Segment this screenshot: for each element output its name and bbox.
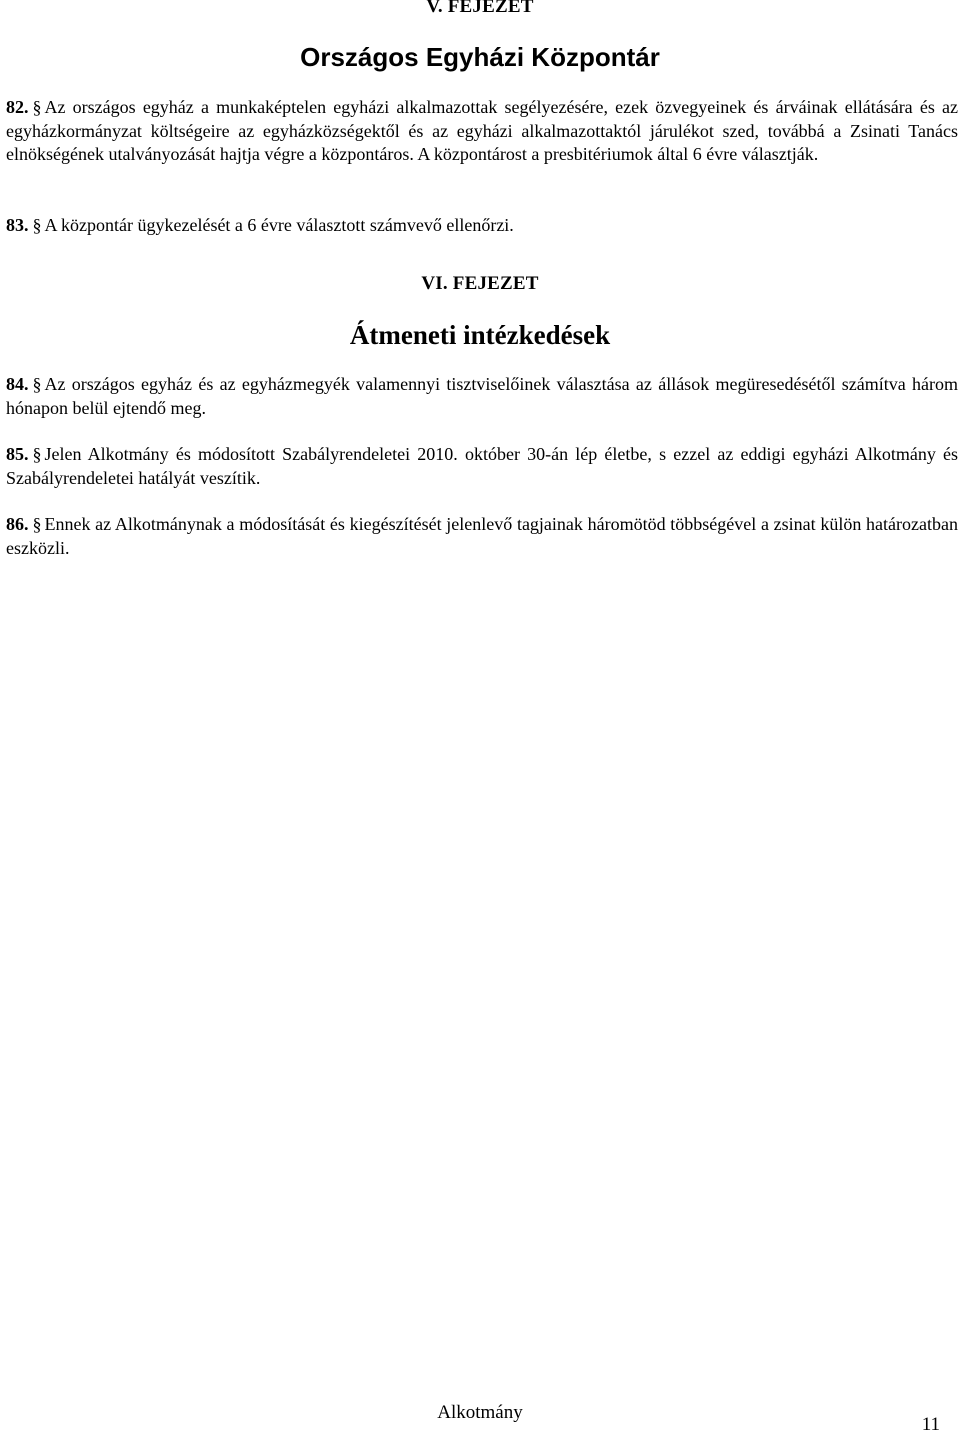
- section-text: Jelen Alkotmány és módosított Szabályrendeletei 2010. október 30-án lép életbe, s ezzel az eddigi egyházi Alkotmány és Szabályrendeletei hatályát veszítik.: [6, 444, 958, 488]
- section-number: 82.: [6, 97, 29, 117]
- chapter-5-title: Országos Egyházi Központár: [300, 42, 660, 72]
- section-text: Ennek az Alkotmánynak a módosítását és kiegészítését jelenlevő tagjainak háromötöd többségével a zsinat külön határozatban eszközli.: [6, 514, 958, 558]
- section-number: 86.: [6, 514, 29, 534]
- section-84: [6, 373, 958, 420]
- section-number: 85.: [6, 444, 29, 464]
- page-number: 11: [921, 1414, 940, 1435]
- section-82: [6, 96, 958, 167]
- section-symbol: §: [32, 374, 42, 394]
- section-text: Az országos egyház és az egyházmegyék valamennyi tisztviselőinek választása az állások megüresedésétől számítva három hónapon belül ejtendő meg.: [6, 374, 958, 418]
- section-number: 84.: [6, 374, 29, 394]
- section-text: Az országos egyház a munkaképtelen egyházi alkalmazottak segélyezésére, ezek özvegyeinek és árváinak ellátására és az egyházkormányzat költségeire az egyházközségektől és az egyházi alkalmazottaktól járulékot szed, továbbá a Zsinati Tanács elnökségének utalványozását hajtja végre a központáros. A központárost a presbitériumok által 6 évre választják.: [6, 97, 958, 164]
- section-symbol: §: [32, 444, 42, 464]
- section-83: [6, 214, 958, 238]
- section-number: 83.: [6, 215, 29, 235]
- section-symbol: §: [32, 215, 42, 235]
- section-symbol: §: [32, 97, 42, 117]
- chapter-6-label: VI. FEJEZET: [421, 273, 539, 294]
- section-text: A központár ügykezelését a 6 évre választott számvevő ellenőrzi.: [44, 215, 514, 235]
- section-symbol: §: [32, 514, 42, 534]
- chapter-5-label: V. FEJEZET: [426, 0, 534, 17]
- section-85: [6, 443, 958, 490]
- chapter-6-title: Átmeneti intézkedések: [349, 320, 611, 350]
- footer-title: Alkotmány: [437, 1402, 523, 1423]
- section-86: [6, 513, 958, 560]
